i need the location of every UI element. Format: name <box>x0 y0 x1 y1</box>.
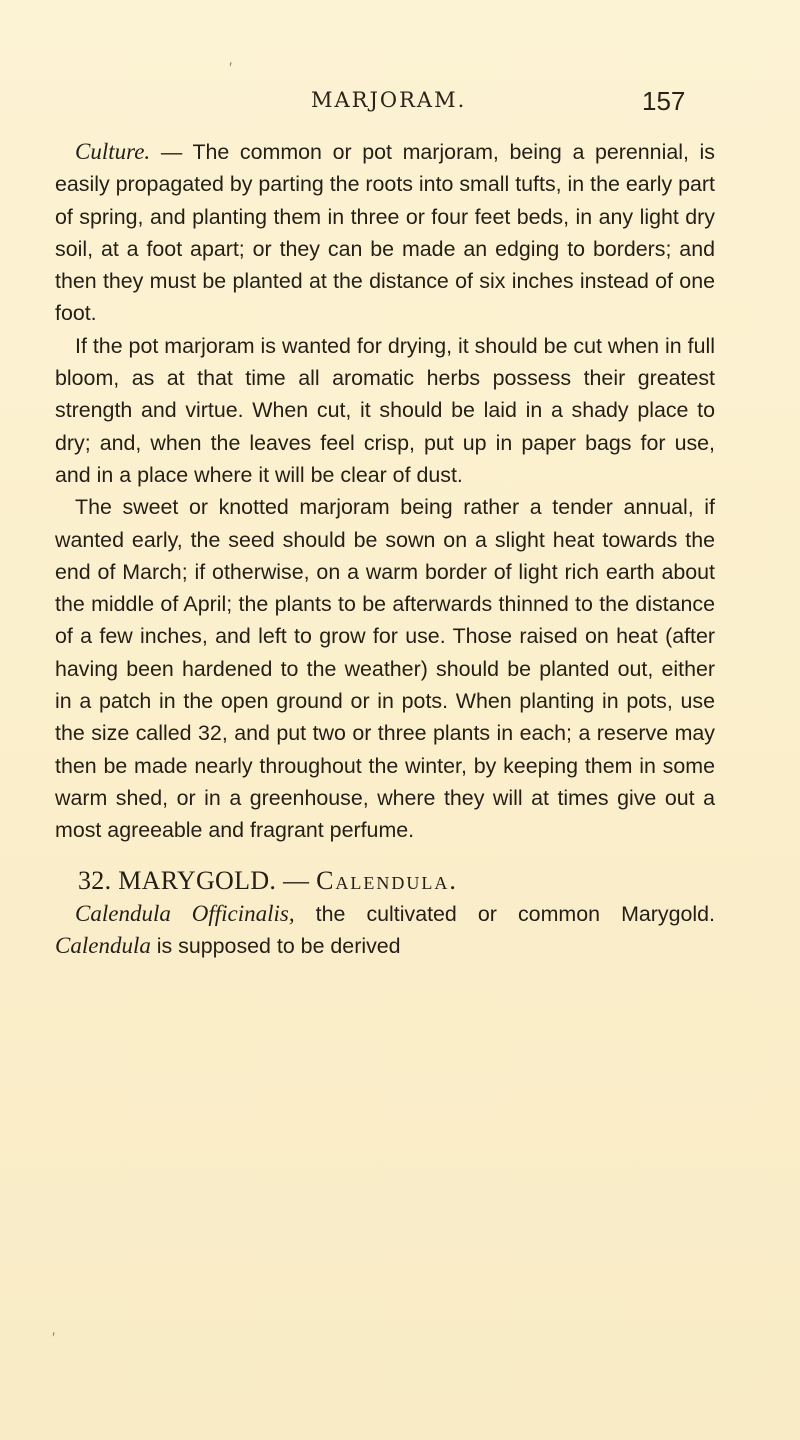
paragraph-drying: If the pot marjoram is wanted for drying, it should be cut when in full bloom, as at that time all aromatic herbs possess their greatest strength and virtue. When cut, it should be laid in a shady place to dry; and, when the leaves feel crisp, put up in paper bags for use, and in a place where it will be clear of dust. <box>55 333 715 487</box>
paragraph-sweet-marjoram: The sweet or knotted marjoram being rather a tender annual, if wanted early, the seed should be sown on a slight heat towards the end of March; if otherwise, on a warm border of light rich earth about the middle of April; the plants to be afterwards thinned to the distance of a few inches, and left to grow for use. Those raised on heat (after having been hardened to the weather) should be planted out, either in a patch in the open ground or in pots. When planting in pots, use the size called 32, and put two or three plants in each; a reserve may then be made nearly throughout the winter, by keeping them in some warm shed, or in a greenhouse, where they will at times give out a most agreeable and fragrant perfume. <box>55 495 715 843</box>
print-speck: ′ <box>52 1330 56 1347</box>
paragraph-culture <box>55 136 715 330</box>
paragraph-calendula <box>55 898 715 963</box>
paragraph-text: the cultivated or common Marygold. <box>294 901 715 926</box>
running-head <box>0 86 800 122</box>
print-speck: ′ <box>229 60 233 77</box>
section-heading-title: 32. MARYGOLD. — <box>78 865 317 895</box>
running-title: MARJORAM. <box>311 88 467 112</box>
run-in-heading: Culture. <box>75 139 151 164</box>
italic-term: Calendula <box>55 932 151 958</box>
paragraph-text: — The common or pot marjoram, being a perennial, is easily propagated by parting the roots into small tufts, in the early part of spring, and planting them in three or four feet beds, in any light dry soil, at a foot apart; or they can be made an edging to borders; and then they must be planted at the distance of six inches instead of one foot. <box>55 140 715 326</box>
paragraph-text: is supposed to be derived <box>150 933 401 958</box>
italic-term: Calendula Officinalis, <box>75 900 295 926</box>
page-number: 157 <box>642 86 686 116</box>
section-heading <box>55 864 715 898</box>
section-heading-latin: Calendula. <box>316 865 458 895</box>
body-text <box>55 136 715 962</box>
